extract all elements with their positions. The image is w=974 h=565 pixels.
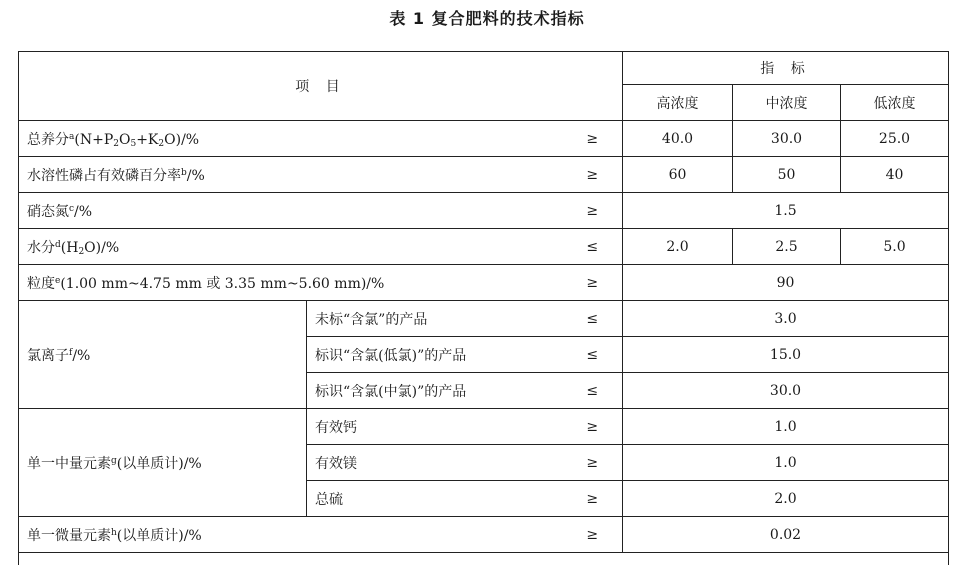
row-moisture (19, 229, 949, 265)
sublabel-secondary-calcium: 有效钙 (307, 409, 563, 445)
value-moisture-low: 5.0 (841, 229, 949, 265)
table-caption: 表 1 复合肥料的技术指标 (0, 6, 974, 29)
value-secondary-magnesium: 1.0 (623, 445, 949, 481)
value-micro: 0.02 (623, 517, 949, 553)
header-low: 低浓度 (841, 85, 949, 121)
sublabel-secondary-sulfur: 总硫 (307, 481, 563, 517)
label-water-soluble-p: 水溶性磷占有效磷百分率$^b$/% (19, 157, 563, 193)
operator-total-nutrient: ≥ (563, 121, 623, 157)
row-granularity (19, 265, 949, 301)
label-chloride: 氯离子$^f$/% (19, 301, 307, 409)
sublabel-chloride-low: 标识“含氯(低氯)”的产品 (307, 337, 563, 373)
value-water-soluble-p-low: 40 (841, 157, 949, 193)
row-chloride-1 (19, 301, 949, 337)
operator-secondary-calcium: ≥ (563, 409, 623, 445)
value-total-nutrient-mid: 30.0 (733, 121, 841, 157)
header-high: 高浓度 (623, 85, 733, 121)
header-indicator: 指 标 (623, 52, 949, 85)
operator-nitrate-n: ≥ (563, 193, 623, 229)
row-secondary-1 (19, 409, 949, 445)
value-granularity: 90 (623, 265, 949, 301)
operator-chloride-mid: ≤ (563, 373, 623, 409)
value-total-nutrient-high: 40.0 (623, 121, 733, 157)
label-secondary: 单一中量元素$^g$(以单质计)/% (19, 409, 307, 517)
header-item: 项 目 (19, 52, 623, 121)
operator-granularity: ≥ (563, 265, 623, 301)
row-micro (19, 517, 949, 553)
value-water-soluble-p-high: 60 (623, 157, 733, 193)
row-nitrate-n (19, 193, 949, 229)
value-secondary-calcium: 1.0 (623, 409, 949, 445)
value-moisture-mid: 2.5 (733, 229, 841, 265)
sublabel-chloride-mid: 标识“含氯(中氯)”的产品 (307, 373, 563, 409)
sublabel-secondary-magnesium: 有效镁 (307, 445, 563, 481)
value-secondary-sulfur: 2.0 (623, 481, 949, 517)
value-chloride-low: 15.0 (623, 337, 949, 373)
label-granularity: 粒度$^e$(1.00 mm~4.75 mm 或 3.35 mm~5.60 mm)/% (19, 265, 563, 301)
operator-micro: ≥ (563, 517, 623, 553)
header-row-1 (19, 52, 949, 85)
label-moisture: 水分$^d(H_2O)/\%$ (19, 229, 563, 265)
label-micro: 单一微量元素$^h$(以单质计)/% (19, 517, 563, 553)
operator-moisture: ≤ (563, 229, 623, 265)
label-total-nutrient: 总养分$^a(N+P_2O_5+K_2O)/\%$ (19, 121, 563, 157)
row-water-soluble-p (19, 157, 949, 193)
value-chloride-mid: 30.0 (623, 373, 949, 409)
value-chloride-unmarked: 3.0 (623, 301, 949, 337)
header-mid: 中浓度 (733, 85, 841, 121)
sublabel-chloride-unmarked: 未标“含氯”的产品 (307, 301, 563, 337)
operator-water-soluble-p: ≥ (563, 157, 623, 193)
value-water-soluble-p-mid: 50 (733, 157, 841, 193)
operator-chloride-unmarked: ≤ (563, 301, 623, 337)
value-nitrate-n: 1.5 (623, 193, 949, 229)
value-moisture-high: 2.0 (623, 229, 733, 265)
operator-chloride-low: ≤ (563, 337, 623, 373)
row-total-nutrient (19, 121, 949, 157)
continuation-cell (19, 553, 949, 565)
row-continuation (19, 553, 949, 565)
technical-spec-table (18, 51, 949, 565)
operator-secondary-magnesium: ≥ (563, 445, 623, 481)
label-nitrate-n: 硝态氮$^c$/% (19, 193, 563, 229)
value-total-nutrient-low: 25.0 (841, 121, 949, 157)
operator-secondary-sulfur: ≥ (563, 481, 623, 517)
